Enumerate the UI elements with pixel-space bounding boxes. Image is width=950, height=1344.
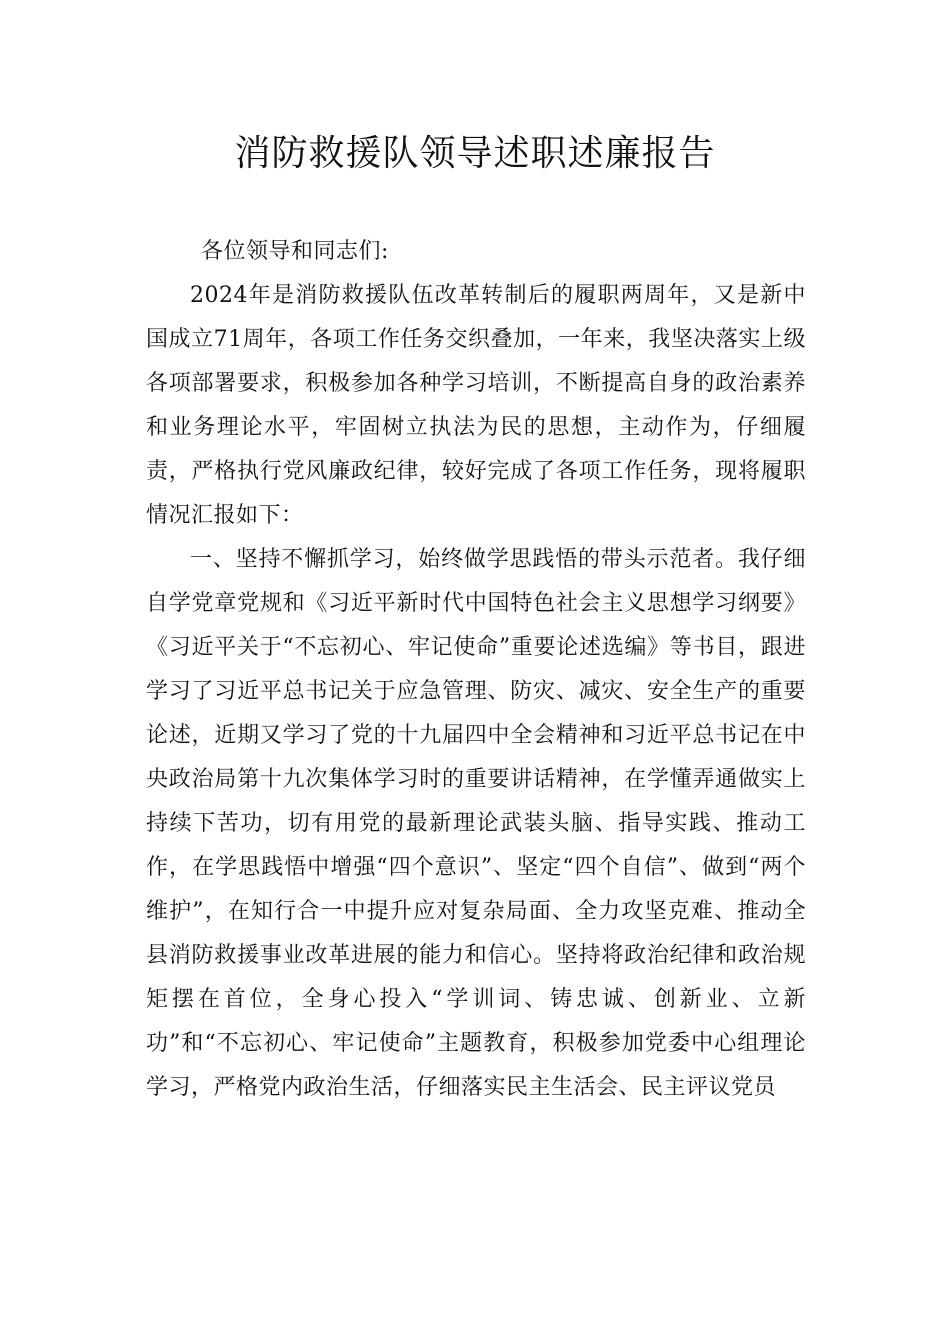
document-title: 消防救援队领导述职述廉报告 bbox=[234, 133, 716, 174]
paragraph-section-1: 一、坚持不懈抓学习，始终做学思践悟的带头示范者。我仔细自学党章党规和《习近平新时代中国特色社会主义思想学习纲要》《习近平关于“不忘初心、牢记使命”重要论述选编》等书目，跟进学习了习近平总书记关于应急管理、防灾、减灾、安全生产的重要论述，近期又学习了党的十九届四中全会精神和习近平总书记在中央政治局第十九次集体学习时的重要讲话精神，在学懂弄通做实上持续下苦功，切有用党的最新理论武装头脑、指导实践、推动工作，在学思践悟中增强“四个意识”、坚定“四个自信”、做到“两个维护”，在知行合一中提升应对复杂局面、全力攻坚克难、推动全县消防救援事业改革进展的能力和信心。坚持将政治纪律和政治规矩摆在首位，全身心投入“学训词、铸忠诚、创新业、立新功”和“不忘初心、牢记使命”主题教育，积极参加党委中心组理论学习，严格党内政治生活，仔细落实民主生活会、民主评议党员 bbox=[146, 547, 806, 1100]
greeting: 各位领导和同志们: bbox=[201, 239, 389, 264]
paragraph-intro: 2024年是消防救援队伍改革转制后的履职两周年，又是新中国成立71周年，各项工作任务交织叠加，一年来，我坚决落实上级各项部署要求，积极参加各种学习培训，不断提高自身的政治素养和业务理论水平，牢固树立执法为民的思想，主动作为，仔细履责，严格执行党风廉政纪律，较好完成了各项工作任务，现将履职情况汇报如下： bbox=[146, 283, 806, 528]
document-body bbox=[146, 230, 806, 1110]
